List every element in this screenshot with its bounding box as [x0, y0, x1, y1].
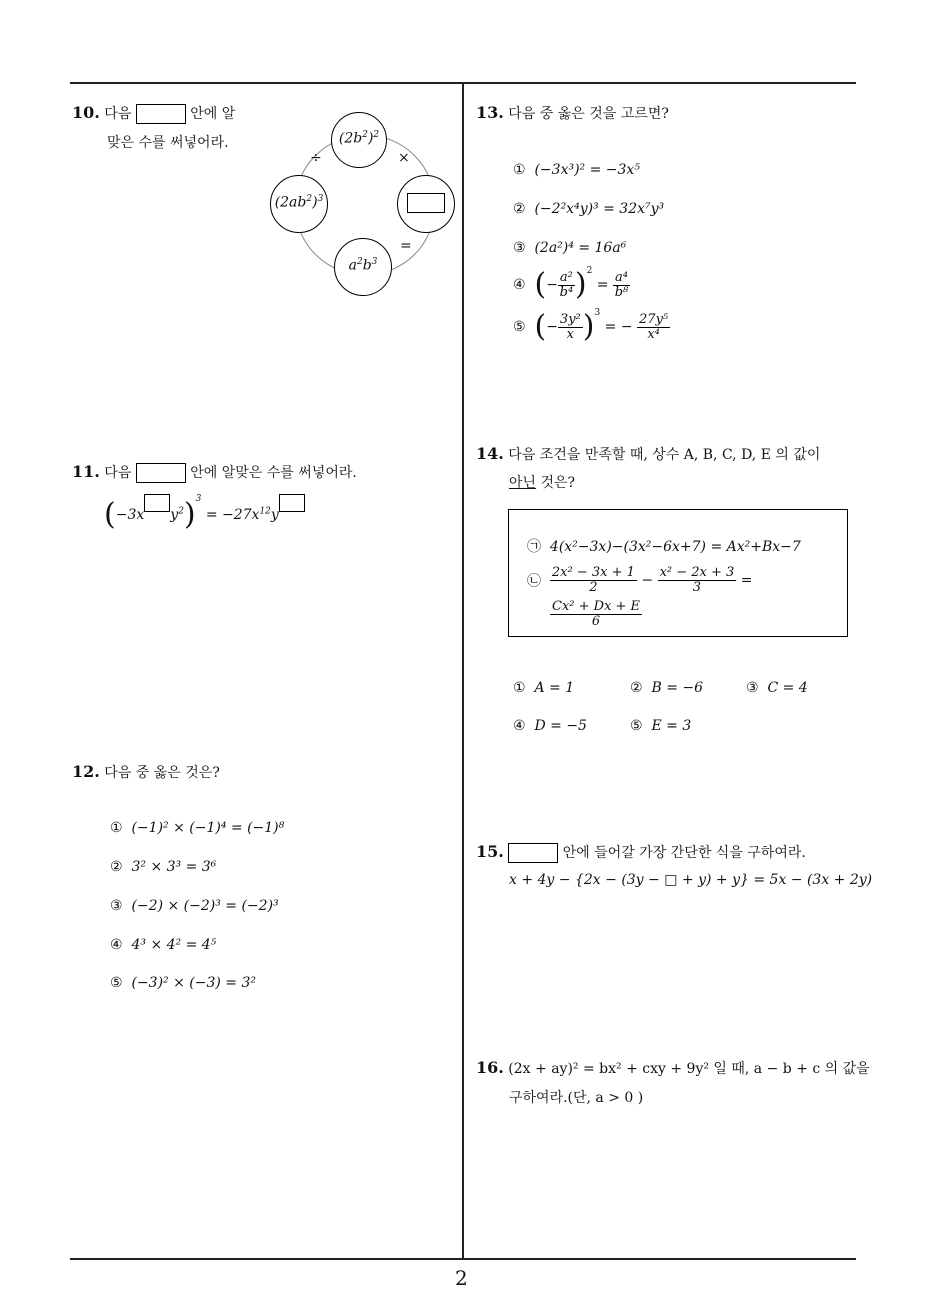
option-2[interactable]	[513, 201, 664, 217]
circle-answer-blank[interactable]	[407, 193, 445, 213]
question-text: 다음	[104, 106, 132, 122]
exp: 2	[356, 257, 363, 267]
option-3[interactable]	[513, 240, 626, 256]
question-text-line2: 맞은 수를 써넣어라.	[107, 135, 229, 151]
circle-right	[397, 175, 455, 233]
frac-den: b⁸	[614, 284, 629, 300]
option-mark: ③	[513, 240, 526, 256]
question-number: 12.	[72, 762, 100, 781]
exp: 3	[371, 257, 378, 267]
exp: 2	[586, 266, 593, 276]
option-mark: ⑤	[630, 718, 643, 734]
condition-2	[527, 566, 752, 595]
option-2[interactable]	[110, 859, 216, 875]
frac-num: a⁴	[614, 269, 628, 285]
question-number: 15.	[476, 842, 504, 861]
frac-den: 2	[589, 580, 598, 595]
frac-num: 3y²	[559, 311, 581, 327]
condition-mark: ㉠	[527, 539, 541, 555]
option-expr: (−2²x⁴y)³ = 32x⁷y³	[534, 201, 665, 217]
question-14	[476, 444, 820, 464]
frac-num: 2x² − 3x + 1	[551, 565, 635, 580]
option-3[interactable]	[746, 680, 808, 696]
question-text-line2	[509, 472, 575, 492]
frac-num: Cx² + Dx + E	[552, 599, 641, 614]
option-mark: ②	[630, 680, 643, 696]
equals-operator: =	[400, 238, 412, 254]
exp: 2	[373, 130, 380, 140]
question-number: 14.	[476, 444, 504, 463]
eq-part: −3x	[115, 507, 145, 523]
option-5[interactable]	[630, 718, 691, 734]
option-mark: ④	[513, 718, 526, 734]
answer-blank[interactable]	[136, 104, 186, 124]
question-13	[476, 103, 669, 123]
option-1[interactable]	[513, 162, 640, 178]
question-text: 안에 알	[190, 106, 236, 122]
option-1[interactable]	[110, 820, 284, 836]
option-2[interactable]	[630, 680, 703, 696]
circle-top-text: (2b	[338, 130, 363, 147]
option-3[interactable]	[110, 898, 279, 914]
option-mark: ④	[513, 277, 526, 293]
bottom-rule	[70, 1258, 856, 1260]
exp: 3	[594, 308, 601, 318]
question-number: 10.	[72, 103, 100, 122]
option-expr: (−2) × (−2)³ = (−2)³	[131, 898, 279, 914]
option-mark: ①	[110, 820, 123, 836]
frac-num: x² − 2x + 3	[659, 565, 735, 580]
option-4[interactable]	[110, 937, 216, 953]
option-expr: A = 1	[534, 680, 575, 696]
option-expr: C = 4	[767, 680, 808, 696]
option-mark: ①	[513, 680, 526, 696]
underlined-word: 아닌	[509, 475, 537, 491]
operator: =	[740, 572, 753, 589]
operator: −	[641, 572, 654, 589]
question-15-equation: x + 4y − {2x − (3y − □ + y) + y} = 5x − (3x + 2y)	[509, 872, 873, 888]
option-expr: (−3)² × (−3) = 3²	[131, 975, 256, 991]
option-mark: ①	[513, 162, 526, 178]
question-number: 11.	[72, 462, 100, 481]
question-text: 것은?	[536, 475, 576, 491]
exp: 12	[259, 506, 271, 517]
exp: 2	[362, 130, 368, 140]
option-mark: ⑤	[110, 975, 123, 991]
option-mark: ②	[513, 201, 526, 217]
question-11-equation: (−3x $y^2)^3 = -27x^{12}y$	[104, 494, 305, 530]
condition-expr: 4(x²−3x)−(3x²−6x+7) = Ax²+Bx−7	[549, 539, 801, 555]
option-mark: ⑤	[513, 319, 526, 335]
page-number: 2	[455, 1266, 468, 1290]
option-5[interactable]: ⑤ (− $\frac{\text{3y²}}{x}$ )$^3$ = − $\frac{\text{27y⁵}}{\text{x⁴}}$	[513, 308, 669, 344]
frac-num: 27y⁵	[639, 311, 669, 327]
circle-left: $(2ab^2)^3$	[270, 175, 328, 233]
option-expr: (−1)² × (−1)⁴ = (−1)⁸	[131, 820, 285, 836]
question-12	[72, 762, 220, 782]
frac-den: 3	[692, 580, 702, 595]
multiply-operator: ×	[398, 150, 410, 166]
option-mark: ③	[746, 680, 759, 696]
option-1[interactable]	[513, 680, 574, 696]
eq-part: = −27x	[205, 507, 260, 523]
question-16	[476, 1058, 870, 1078]
question-text: 다음 조건을 만족할 때, 상수 A, B, C, D, E 의 값이	[508, 447, 821, 463]
option-mark: ②	[110, 859, 123, 875]
exp: 3	[317, 194, 324, 204]
option-expr: (2a²)⁴ = 16a⁶	[534, 240, 627, 256]
frac-den: 6	[591, 614, 601, 629]
option-5[interactable]	[110, 975, 256, 991]
option-mark: ③	[110, 898, 123, 914]
exp: 2	[178, 506, 184, 517]
question-11	[72, 462, 357, 483]
question-text: 다음 중 옳은 것을 고르면?	[508, 106, 669, 122]
option-4[interactable]	[513, 718, 587, 734]
column-divider	[462, 82, 464, 1259]
frac-den: b⁴	[559, 284, 574, 300]
circle-left-text: (2ab	[274, 194, 307, 211]
divide-operator: ÷	[310, 150, 322, 166]
eq-part: y	[170, 507, 179, 523]
exponent-blank[interactable]	[279, 494, 305, 512]
option-expr: 3² × 3³ = 3⁶	[131, 859, 217, 875]
question-text: 다음 중 옳은 것은?	[104, 765, 220, 781]
exponent-blank[interactable]	[144, 494, 170, 512]
option-expr: D = −5	[534, 718, 587, 734]
condition-1	[527, 536, 801, 556]
circle-bottom-a: a	[348, 257, 357, 274]
question-text: 안에 알맞은 수를 써넣어라.	[190, 465, 357, 481]
answer-blank[interactable]	[136, 463, 186, 483]
question-text: (2x + ay)² = bx² + cxy + 9y² 일 때, a − b + c 의 값을	[508, 1061, 870, 1077]
option-expr: B = −6	[651, 680, 704, 696]
option-expr: (−3x³)² = −3x⁵	[534, 162, 640, 178]
question-text: 다음	[104, 465, 132, 481]
frac-num: a²	[559, 269, 573, 285]
question-text-line2: 구하여라.(단, a > 0 )	[509, 1090, 644, 1106]
option-expr: 4³ × 4² = 4⁵	[131, 937, 217, 953]
option-4[interactable]: ④ (− $\frac{\text{a²}}{\text{b⁴}}$ )$^2$ = $\frac{\text{a⁴}}{\text{b⁸}}$	[513, 266, 629, 302]
question-15	[476, 842, 806, 863]
exp: 3	[195, 494, 202, 504]
circle-bottom-b: b	[362, 257, 372, 274]
question-number: 13.	[476, 103, 504, 122]
condition-mark: ㉡	[527, 573, 541, 590]
eq-part: y	[270, 507, 279, 523]
question-10	[72, 103, 235, 124]
condition-2-result	[550, 600, 642, 629]
exp: 2	[306, 194, 313, 204]
circle-top: $(2b^2)^2$	[331, 112, 387, 168]
option-mark: ④	[110, 937, 123, 953]
question-text: 안에 들어갈 가장 간단한 식을 구하여라.	[562, 845, 806, 861]
frac-den: x	[566, 326, 574, 342]
answer-blank[interactable]	[508, 843, 558, 863]
option-expr: E = 3	[651, 718, 692, 734]
frac-den: x⁴	[647, 326, 660, 342]
circle-bottom	[334, 238, 392, 296]
question-number: 16.	[476, 1058, 504, 1077]
